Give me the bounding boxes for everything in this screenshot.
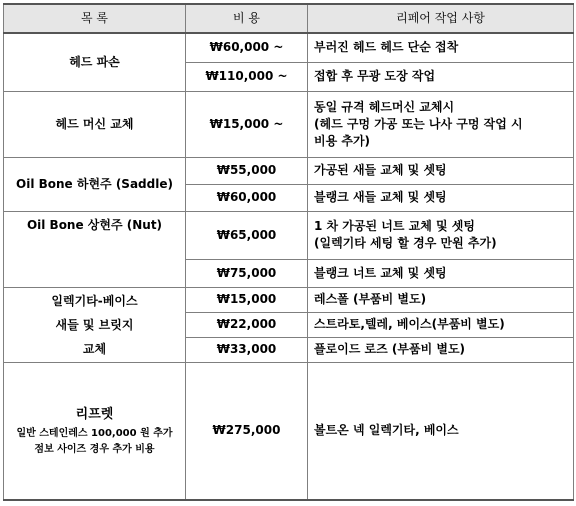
table-row bbox=[4, 287, 574, 312]
price-cell: ₩65,000 bbox=[186, 211, 308, 259]
category-line: 새들 및 브릿지 bbox=[55, 317, 134, 332]
header-item: 목 록 bbox=[4, 4, 186, 33]
price-cell: ₩110,000 ~ bbox=[186, 62, 308, 91]
desc-cell: 레스폴 (부품비 별도) bbox=[308, 287, 574, 312]
category-line: 일렉기타-베이스 bbox=[51, 293, 138, 308]
desc-cell bbox=[308, 211, 574, 259]
header-cost: 비 용 bbox=[186, 4, 308, 33]
category-refret bbox=[4, 362, 186, 500]
category-nut: Oil Bone 상현주 (Nut) bbox=[4, 211, 186, 287]
price-cell: ₩15,000 bbox=[186, 287, 308, 312]
category-line: 리프렛 bbox=[75, 406, 114, 422]
table-row bbox=[4, 362, 574, 500]
category-machine-head: 헤드 머신 교체 bbox=[4, 91, 186, 157]
desc-line: 1 차 가공된 너트 교체 및 셋팅 bbox=[314, 219, 475, 233]
desc-cell bbox=[308, 91, 574, 157]
desc-line: (일렉기타 세팅 할 경우 만원 추가) bbox=[314, 236, 497, 250]
table-row bbox=[4, 91, 574, 157]
price-cell: ₩75,000 bbox=[186, 259, 308, 287]
category-electric bbox=[4, 287, 186, 362]
table-row bbox=[4, 157, 574, 184]
category-saddle: Oil Bone 하현주 (Saddle) bbox=[4, 157, 186, 211]
desc-cell: 접합 후 무광 도장 작업 bbox=[308, 62, 574, 91]
price-cell: ₩275,000 bbox=[186, 362, 308, 500]
desc-cell: 스트라토,텔레, 베이스(부품비 별도) bbox=[308, 312, 574, 337]
price-cell: ₩55,000 bbox=[186, 157, 308, 184]
desc-line: 동일 규격 헤드머신 교체시 bbox=[314, 99, 455, 114]
price-cell: ₩60,000 ~ bbox=[186, 33, 308, 62]
price-cell: ₩33,000 bbox=[186, 337, 308, 362]
price-cell: ₩22,000 bbox=[186, 312, 308, 337]
table-row bbox=[4, 211, 574, 259]
desc-cell: 블랭크 새들 교체 및 셋팅 bbox=[308, 184, 574, 211]
category-head-damage: 헤드 파손 bbox=[4, 33, 186, 91]
desc-line: 비용 추가) bbox=[314, 133, 371, 148]
price-cell: ₩60,000 bbox=[186, 184, 308, 211]
header-work: 리페어 작업 사항 bbox=[308, 4, 574, 33]
category-line: 교체 bbox=[82, 341, 107, 356]
desc-cell: 플로이드 로즈 (부품비 별도) bbox=[308, 337, 574, 362]
repair-price-table bbox=[3, 3, 574, 501]
price-cell: ₩15,000 ~ bbox=[186, 91, 308, 157]
desc-cell: 부러진 헤드 헤드 단순 접착 bbox=[308, 33, 574, 62]
table-row bbox=[4, 33, 574, 62]
refret-note: 점보 사이즈 경우 추가 비용 bbox=[34, 443, 155, 455]
desc-cell: 가공된 새들 교체 및 셋팅 bbox=[308, 157, 574, 184]
desc-line: (헤드 구멍 가공 또는 나사 구멍 작업 시 bbox=[314, 116, 523, 131]
refret-note: 일반 스테인레스 100,000 원 추가 bbox=[16, 427, 173, 439]
desc-cell: 볼트온 넥 일렉기타, 베이스 bbox=[308, 362, 574, 500]
header-row bbox=[4, 4, 574, 33]
desc-cell: 블랭크 너트 교체 및 셋팅 bbox=[308, 259, 574, 287]
